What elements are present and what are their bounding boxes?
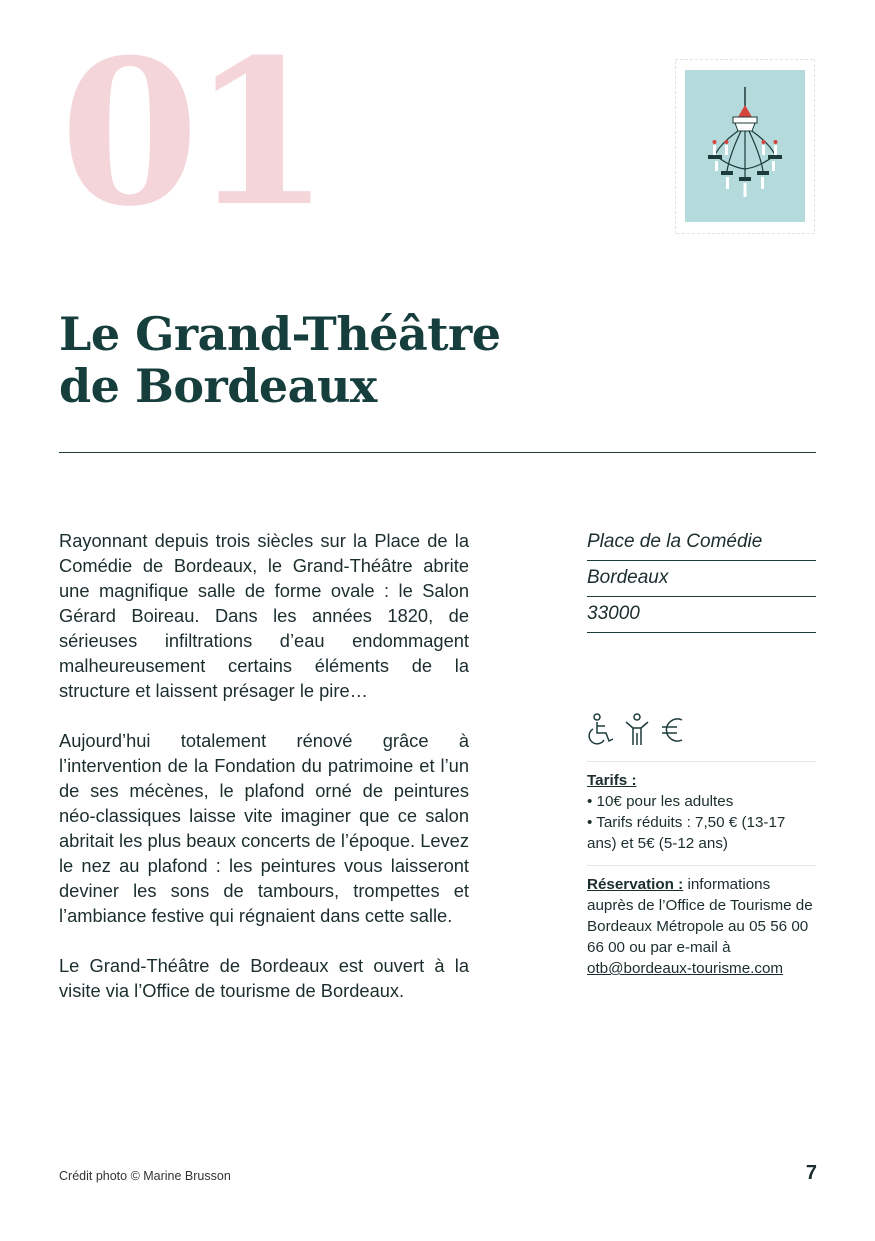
reservation-text: informations auprès de l’Office de Tourisme de Bordeaux Métropole au 05 56 00 66 00 ou par e-mail à: [587, 876, 813, 956]
body-paragraph-3: Le Grand-Théâtre de Bordeaux est ouvert à la visite via l’Office de tourisme de Bordeaux.: [59, 955, 469, 1001]
chandelier-stamp-illustration: [675, 59, 815, 234]
body-text: [59, 528, 469, 1028]
tarifs-line-2: • Tarifs réduits : 7,50 € (13-17 ans) et 5€ (5-12 ans): [587, 814, 786, 852]
tarifs-line-1: • 10€ pour les adultes: [587, 793, 734, 810]
address-block: [587, 528, 816, 636]
title-line-2: de Bordeaux: [59, 359, 377, 413]
photo-credit: Crédit photo © Marine Brusson: [59, 1169, 231, 1183]
euro-icon: [659, 713, 687, 747]
body-paragraph-1: Rayonnant depuis trois siècles sur la Place de la Comédie de Bordeaux, le Grand-Théâtre abrite une magnifique salle de forme ovale : le Salon Gérard Boireau. Dans les années 1820, de sérieuses infiltrations d’eau endommagent malheureusement certains éléments de la structure et laissent présager le pire…: [59, 530, 469, 701]
address-street: Place de la Comédie: [587, 528, 816, 561]
tarifs-block: [587, 770, 816, 854]
section-divider: [587, 761, 816, 762]
tarifs-label: Tarifs :: [587, 772, 637, 789]
body-paragraph-2: Aujourd’hui totalement rénové grâce à l’intervention de la Fondation du patrimoine et l’un de ses mécènes, le plafond orné de peintures néo-classiques laisse vite imaginer que ce salon abritait les plus beaux concerts de l’époque. Levez le nez au plafond : les peintures vous laisseront deviner les sons de tambours, trompettes et l’ambiance festive qui régnaient dans cette salle.: [59, 730, 469, 926]
reservation-label: Réservation :: [587, 876, 684, 893]
reservation-block: [587, 874, 816, 979]
title-divider: [59, 452, 816, 453]
address-postcode: 33000: [587, 600, 816, 633]
person-icon: [623, 713, 651, 747]
accessibility-icons: [587, 713, 687, 747]
email-link[interactable]: otb@bordeaux-tourisme.com: [587, 960, 784, 977]
wheelchair-icon: [587, 713, 615, 747]
chapter-number: 01: [60, 16, 323, 251]
title-line-1: Le Grand-Théâtre: [59, 307, 501, 361]
page-number: 7: [805, 1162, 817, 1184]
section-divider: [587, 865, 816, 866]
page-title: [59, 308, 501, 412]
address-city: Bordeaux: [587, 564, 816, 597]
